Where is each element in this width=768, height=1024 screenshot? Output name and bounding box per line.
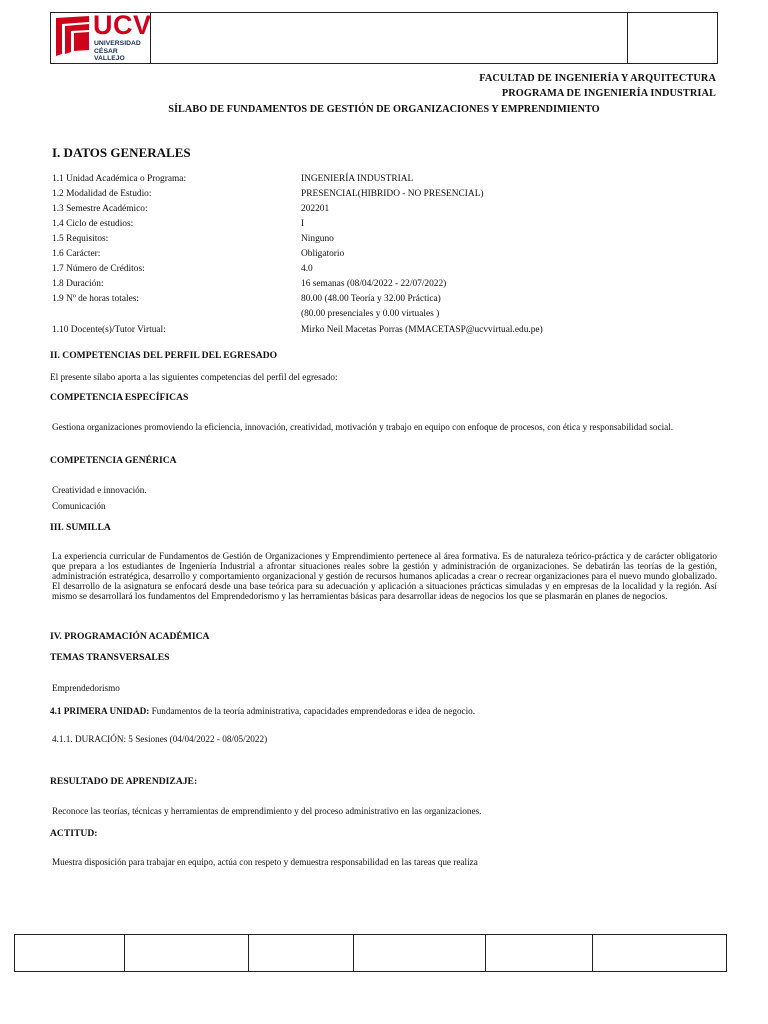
general-value-6: Obligatorio	[301, 249, 345, 259]
competencias-intro: El presente sílabo aporta a las siguientes competencias del perfil del egresado:	[50, 372, 338, 382]
competencia-generica-item-2: Comunicación	[52, 501, 106, 511]
section-competencias: II. COMPETENCIAS DEL PERFIL DEL EGRESADO	[50, 350, 278, 361]
footer-box	[14, 934, 727, 972]
general-label-9: 1.9 Nº de horas totales:	[52, 294, 140, 304]
footer-divider-4	[485, 935, 486, 971]
general-value-1: INGENIERÍA INDUSTRIAL	[301, 174, 414, 184]
general-value-2: PRESENCIAL(HIBRIDO - NO PRESENCIAL)	[301, 189, 484, 199]
program-title: PROGRAMA DE INGENIERÍA INDUSTRIAL	[501, 88, 716, 99]
general-value-3: 202201	[301, 204, 330, 214]
footer-divider-2	[248, 935, 249, 971]
competencia-especificas-text: Gestiona organizaciones promoviendo la eficiencia, innovación, creatividad, motivación y trabajo en equipo con enfoque de procesos, con ética y responsabilidad social.	[52, 422, 674, 432]
unit-duration: 4.1.1. DURACIÓN: 5 Sesiones (04/04/2022 - 08/05/2022)	[52, 734, 268, 744]
general-label-5: 1.5 Requisitos:	[52, 234, 109, 244]
general-value-8: 16 semanas (08/04/2022 - 22/07/2022)	[301, 279, 447, 289]
general-value-9: 80.00 (48.00 Teoría y 32.00 Práctica)	[301, 294, 441, 304]
section-sumilla: III. SUMILLA	[50, 522, 111, 533]
logo-line1: UNIVERSIDAD	[94, 40, 141, 47]
general-label-8: 1.8 Duración:	[52, 279, 104, 289]
general-value-5: Ninguno	[301, 234, 334, 244]
general-label-1: 1.1 Unidad Académica o Programa:	[52, 174, 187, 184]
logo-brand: UCV	[93, 10, 152, 40]
unit-label: 4.1 PRIMERA UNIDAD:	[50, 706, 150, 716]
syllabus-title: SÍLABO DE FUNDAMENTOS DE GESTIÓN DE ORGANIZACIONES Y EMPRENDIMIENTO	[168, 104, 600, 115]
temas-transversales-item: Emprendedorismo	[52, 683, 120, 693]
general-label-2: 1.2 Modalidad de Estudio:	[52, 189, 152, 199]
general-value-7: 4.0	[301, 264, 313, 274]
temas-transversales-title: TEMAS TRANSVERSALES	[50, 652, 170, 663]
footer-divider-5	[592, 935, 593, 971]
competencia-generica-item-1: Creatividad e innovación.	[52, 485, 147, 495]
competencia-especificas-title: COMPETENCIA ESPECÍFICAS	[50, 392, 189, 403]
faculty-title: FACULTAD DE INGENIERÍA Y ARQUITECTURA	[479, 73, 716, 84]
header-divider	[627, 13, 628, 63]
footer-divider-1	[124, 935, 125, 971]
logo-line2: CÉSAR VALLEJO	[94, 47, 125, 62]
general-value-9b: (80.00 presenciales y 0.00 virtuales )	[301, 309, 440, 319]
logo-university-name	[94, 40, 150, 63]
general-value-4: I	[301, 219, 305, 229]
logo-cell	[51, 10, 152, 63]
general-label-4: 1.4 Ciclo de estudios:	[52, 219, 134, 229]
unit-text: Fundamentos de la teoría administrativa, capacidades emprendedoras e idea de negocio.	[149, 706, 476, 716]
unit-heading	[50, 706, 715, 716]
general-value-10: Mirko Neil Macetas Porras (MMACETASP@ucvvirtual.edu.pe)	[301, 325, 543, 335]
section-datos-generales: I. DATOS GENERALES	[52, 145, 191, 160]
footer-divider-3	[353, 935, 354, 971]
general-label-7: 1.7 Número de Créditos:	[52, 264, 145, 274]
general-label-3: 1.3 Semestre Académico:	[52, 204, 148, 214]
general-label-6: 1.6 Carácter:	[52, 249, 101, 259]
actitud-title: ACTITUD:	[50, 828, 98, 839]
ucv-logo-icon	[56, 16, 89, 56]
section-programacion: IV. PROGRAMACIÓN ACADÉMICA	[50, 631, 210, 642]
general-label-10: 1.10 Docente(s)/Tutor Virtual:	[52, 325, 166, 335]
resultado-text: Reconoce las teorías, técnicas y herramientas de emprendimiento y del proceso administrativo en las organizaciones.	[52, 806, 482, 816]
header-box	[50, 12, 718, 64]
resultado-title: RESULTADO DE APRENDIZAJE:	[50, 776, 198, 787]
sumilla-text: La experiencia curricular de Fundamentos de Gestión de Organizaciones y Emprendimiento pertenece al área formativa. Es de naturaleza teórico-práctica y de carácter obligatorio que prepara a los estudiantes de Ingeniería Industrial a afrontar situaciones reales sobre la gestión y administración de organizaciones. Se debatirán las teorías de la gestión, administración estratégica, desarrollo y comportamiento organizacional y gestión de recursos humanos aplicadas a crear o recrear organizaciones para el nuevo mundo globalizado. El desarrollo de la asignatura se enfocará desde una base teórica para su adecuación y aplicación a situaciones prácticas simuladas y en empresas de la localidad y la región. Así mismo se desarrollará los fundamentos del Emprendedorismo y las herramientas básicas para desarrollar ideas de negocios los que se plasmarán en planes de negocios.	[52, 551, 717, 601]
actitud-text: Muestra disposición para trabajar en equipo, actúa con respeto y demuestra responsabilidad en las tareas que realiza	[52, 857, 478, 867]
competencia-generica-title: COMPETENCIA GENÉRICA	[50, 455, 177, 466]
